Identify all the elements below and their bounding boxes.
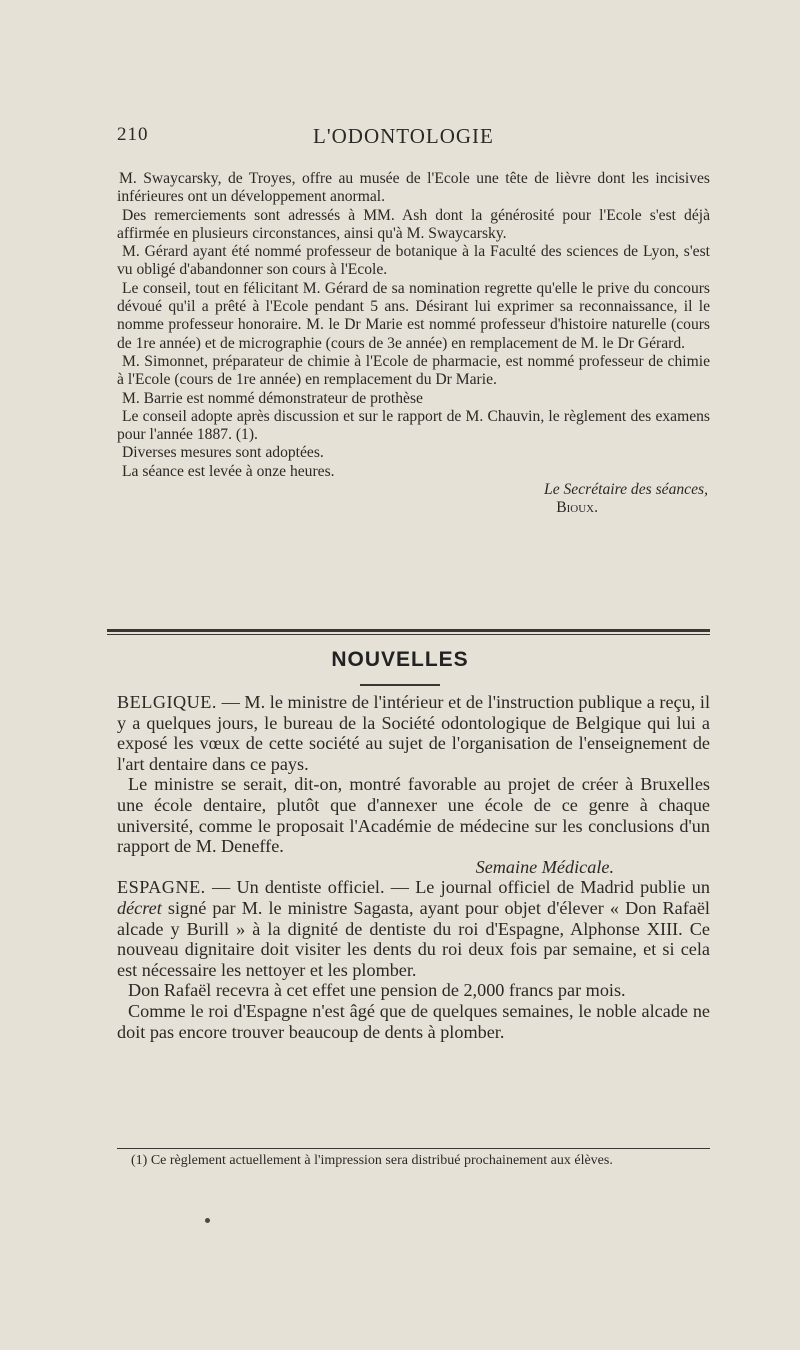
news-body: — M. le ministre de l'intérieur et de l'instruction publique a reçu, il y a quelques jours, le bureau de la Société odontologique de Belgique qui lui a exposé les vœux de cette société au sujet de l'organisation de l'enseignement de l'art dentaire dans ce pays. (117, 692, 710, 774)
news-keyword: BELGIQUE. (117, 692, 217, 712)
section-title: NOUVELLES (331, 648, 469, 671)
news-paragraph: Don Rafaël recevra à cet effet une pension de 2,000 francs par mois. (128, 980, 626, 1001)
footnote-divider (117, 1148, 710, 1149)
minutes-paragraph: M. Simonnet, préparateur de chimie à l'Ecole de pharmacie, est nommé professeur de chimie à l'Ecole (cours de 1re année) en remplacement du Dr Marie. (117, 352, 710, 389)
minutes-paragraph: Des remerciements sont adressés à MM. Ash dont la générosité pour l'Ecole s'est déjà affirmée en plusieurs circonstances, ainsi qu'à M. Swaycarsky. (117, 206, 710, 242)
minutes-paragraph: Diverses mesures sont adoptées. (122, 444, 324, 462)
news-item-espagne (117, 877, 710, 980)
news-paragraph: Comme le roi d'Espagne n'est âgé que de quelques semaines, le noble alcade ne doit pas encore trouver beaucoup de dents à plomber. (117, 1000, 710, 1042)
news-source: Semaine Médicale. (475, 856, 614, 877)
minutes-paragraph: M. Gérard ayant été nommé professeur de botanique à la Faculté des sciences de Lyon, s'est vu obligé d'abandonner son cours à l'Ecole. (117, 243, 710, 279)
ink-spot (205, 1218, 210, 1223)
minutes-paragraph: Le conseil, tout en félicitant M. Gérard de sa nomination regrette qu'elle le prive du concours dévoué qu'il a prêté à l'Ecole pendant 5 ans. Désirant lui exprimer sa reconnaissance, il le nomme professeur honoraire. M. le Dr Marie est nommé professeur d'histoire naturelle (cours de 1re année) et de micrographie (cours de 3e année) en remplacement de M. le Dr Gérard. (117, 279, 710, 352)
minutes-paragraph: M. Swaycarsky, de Troyes, offre au musée de l'Ecole une tête de lièvre dont les incisives inférieures ont un développement anormal. (117, 170, 710, 206)
page-header (117, 124, 707, 152)
news-item-belgique (117, 692, 710, 774)
minutes-paragraph: M. Barrie est nommé démonstrateur de prothèse (122, 389, 423, 407)
decret-word: décret (117, 897, 162, 918)
footnote-text: (1) Ce règlement actuellement à l'impression sera distribué prochainement aux élèves. (131, 1153, 613, 1168)
page-number: 210 (117, 124, 149, 145)
title-underline (360, 684, 440, 686)
news-section (117, 692, 710, 1042)
signature-role: Le Secrétaire des séances, (544, 481, 708, 499)
minutes-paragraph: Le conseil adopte après discussion et sur le rapport de M. Chauvin, le règlement des examens pour l'année 1887. (1). (117, 407, 710, 444)
running-title: L'ODONTOLOGIE (313, 124, 494, 148)
news-paragraph: Le ministre se serait, dit-on, montré favorable au projet de créer à Bruxelles une école dentaire, plutôt que d'annexer une école de ce genre à chaque université, comme le proposait l'Académie de médecine sur les conclusions d'un rapport de M. Deneffe. (117, 774, 710, 857)
section-divider-thick (107, 629, 710, 632)
section-divider-thin (107, 634, 710, 635)
minutes-paragraph: La séance est levée à onze heures. (122, 462, 335, 480)
news-body: — Un dentiste officiel. — Le journal officiel de Madrid publie un (205, 877, 710, 898)
meeting-minutes (117, 170, 710, 518)
news-body: signé par M. le ministre Sagasta, ayant pour objet d'élever « Don Rafaël alcade y Burill » à la dignité de dentiste du roi d'Espagne, Alphonse XIII. Ce nouveau dignitaire doit visiter les dents du roi deux fois par semaine, et si cela est nécessaire les nettoyer et les plomber. (117, 897, 710, 980)
footnote (117, 1153, 710, 1169)
signature-name: Bioux. (556, 499, 598, 517)
news-keyword: ESPAGNE. (117, 877, 206, 898)
